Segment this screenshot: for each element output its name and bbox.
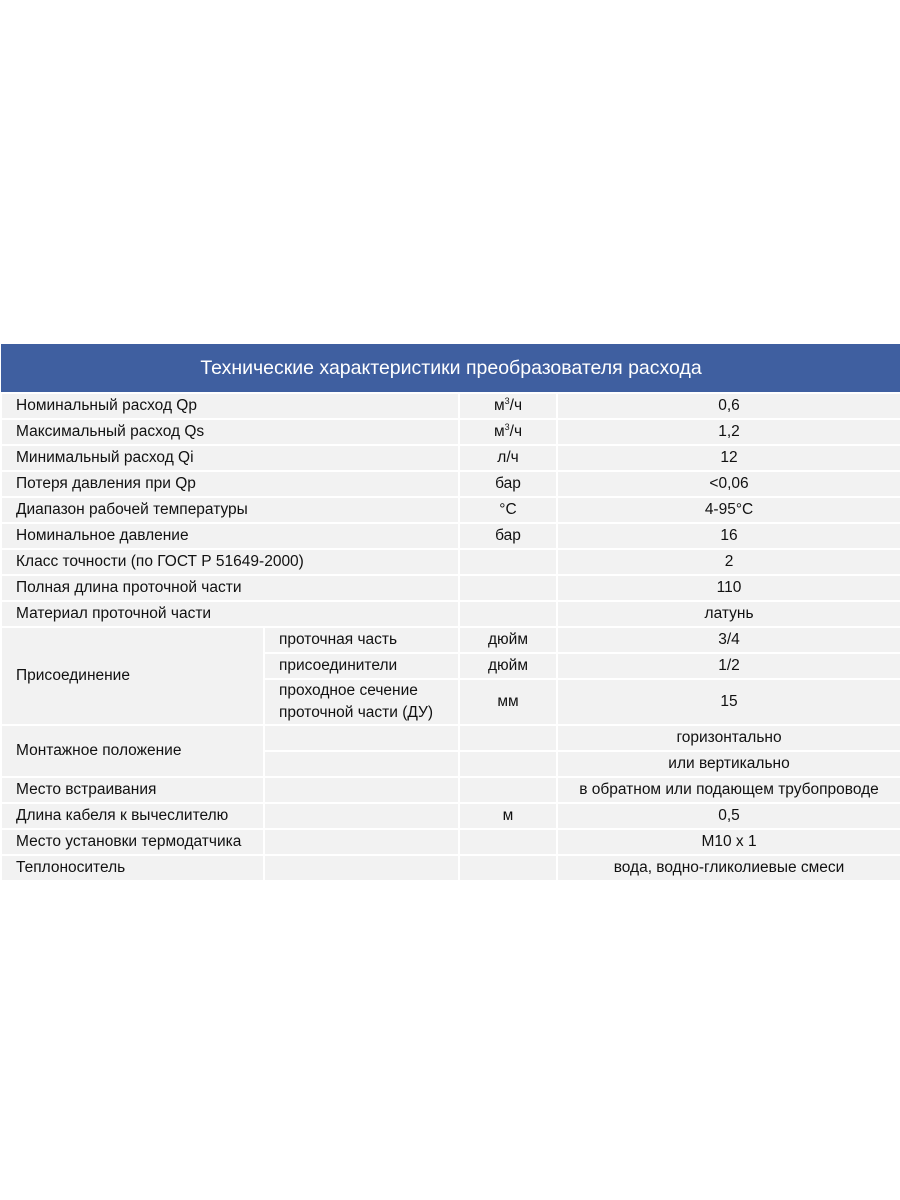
table-row	[1, 777, 900, 803]
param-name: Материал проточной части	[1, 601, 459, 627]
table-row	[1, 419, 900, 445]
unit: $м^3/ч$	[459, 393, 557, 419]
param-name: Номинальное давление	[1, 523, 459, 549]
unit: бар	[459, 471, 557, 497]
table-row	[1, 829, 900, 855]
unit: дюйм	[459, 627, 557, 653]
param-name: Длина кабеля к вычеслителю	[1, 803, 264, 829]
value: горизонтально	[557, 725, 900, 751]
unit: мм	[459, 679, 557, 725]
table-row-connection	[1, 627, 900, 653]
table-title: Технические характеристики преобразователя расхода	[1, 344, 900, 393]
value: вода, водно-гликолиевые смеси	[557, 855, 900, 881]
param-name: Теплоноситель	[1, 855, 264, 881]
sub-param: присоединители	[264, 653, 459, 679]
sub-param: проточная часть	[264, 627, 459, 653]
table-row	[1, 523, 900, 549]
value: в обратном или подающем трубопроводе	[557, 777, 900, 803]
table-row	[1, 549, 900, 575]
unit: л/ч	[459, 445, 557, 471]
value: 110	[557, 575, 900, 601]
table-row	[1, 575, 900, 601]
param-name: Полная длина проточной части	[1, 575, 459, 601]
param-name: Место встраивания	[1, 777, 264, 803]
unit: м	[459, 803, 557, 829]
value: 3/4	[557, 627, 900, 653]
unit: бар	[459, 523, 557, 549]
unit: °С	[459, 497, 557, 523]
value: 0,5	[557, 803, 900, 829]
param-name: Минимальный расход Qi	[1, 445, 459, 471]
spec-table	[0, 344, 900, 882]
param-name: Диапазон рабочей температуры	[1, 497, 459, 523]
value: 12	[557, 445, 900, 471]
param-name: Максимальный расход Qs	[1, 419, 459, 445]
param-name: Присоединение	[1, 627, 264, 725]
value: 16	[557, 523, 900, 549]
value: М10 х 1	[557, 829, 900, 855]
value: 1,2	[557, 419, 900, 445]
unit: дюйм	[459, 653, 557, 679]
table-row	[1, 601, 900, 627]
value: <0,06	[557, 471, 900, 497]
table-row	[1, 803, 900, 829]
value: латунь	[557, 601, 900, 627]
value: 1/2	[557, 653, 900, 679]
table-row	[1, 445, 900, 471]
sub-param: проходное сечение проточной части (ДУ)	[264, 679, 459, 725]
table-row	[1, 497, 900, 523]
table-row	[1, 855, 900, 881]
unit	[459, 549, 557, 575]
value: 4-95°С	[557, 497, 900, 523]
param-name: Потеря давления при Qp	[1, 471, 459, 497]
param-name: Место установки термодатчика	[1, 829, 264, 855]
value: 2	[557, 549, 900, 575]
table-row	[1, 393, 900, 419]
unit	[459, 855, 557, 881]
unit	[459, 777, 557, 803]
value: или вертикально	[557, 751, 900, 777]
param-name: Класс точности (по ГОСТ Р 51649-2000)	[1, 549, 459, 575]
unit: $м^3/ч$	[459, 419, 557, 445]
unit	[459, 829, 557, 855]
unit	[459, 601, 557, 627]
table-header-row	[1, 344, 900, 393]
value: 0,6	[557, 393, 900, 419]
unit	[459, 575, 557, 601]
param-name: Монтажное положение	[1, 725, 264, 777]
value: 15	[557, 679, 900, 725]
table-row	[1, 471, 900, 497]
param-name: Номинальный расход Qp	[1, 393, 459, 419]
table-row-mounting	[1, 725, 900, 751]
